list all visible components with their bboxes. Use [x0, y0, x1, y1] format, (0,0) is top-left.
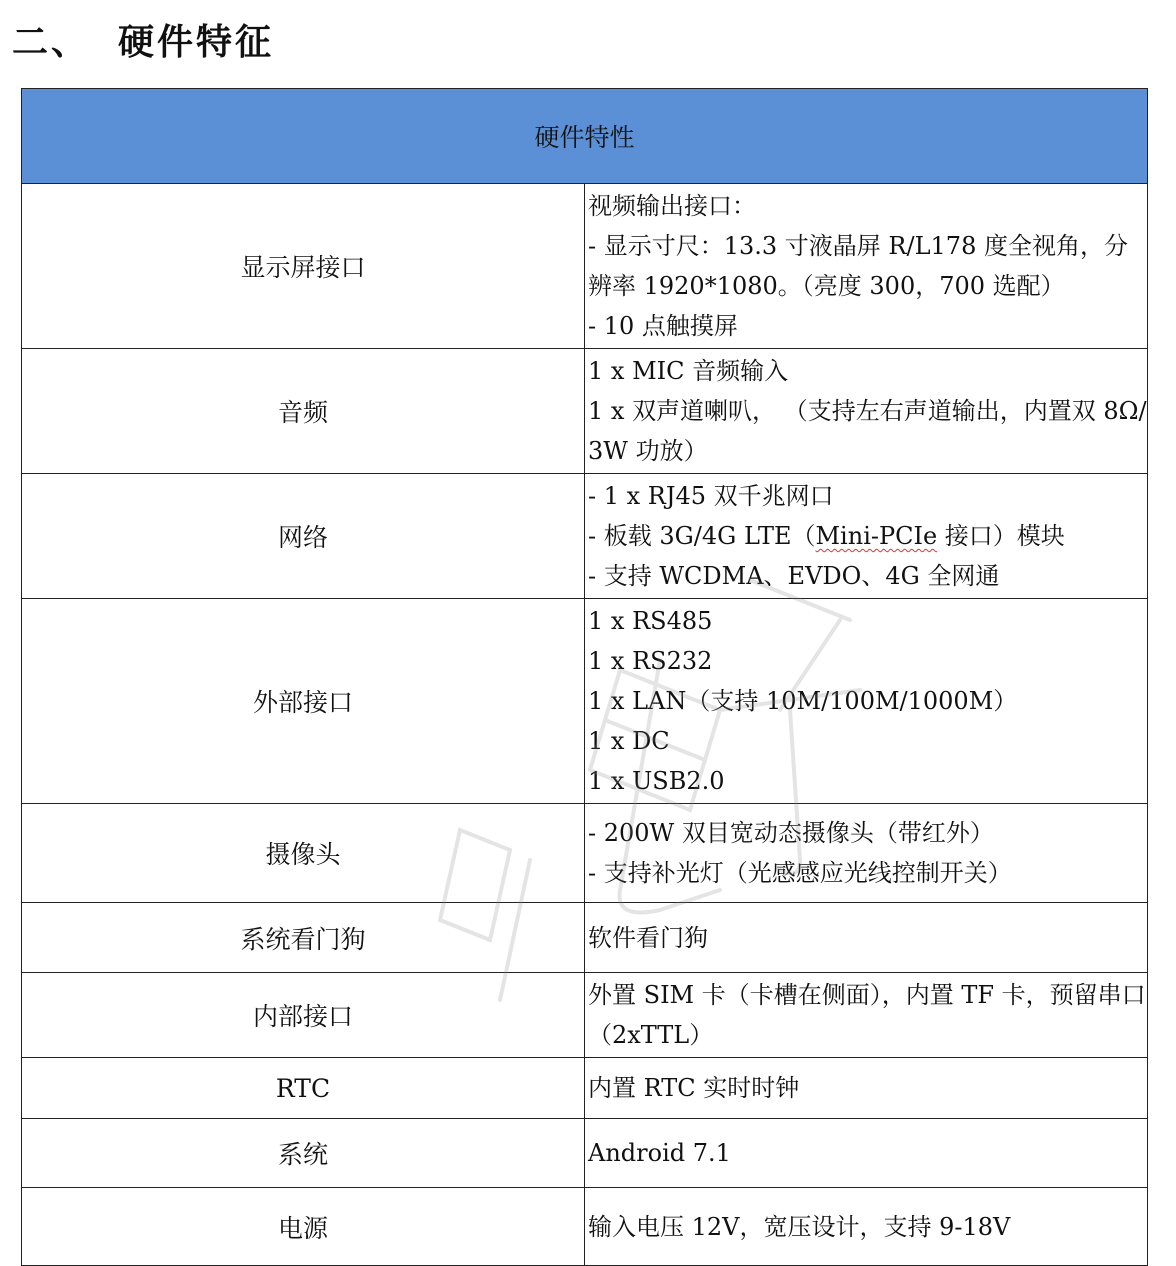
value-line [588, 516, 1147, 556]
row-label: 电源 [22, 1188, 585, 1266]
row-value [585, 599, 1148, 804]
value-line: 1 x MIC 音频输入 [588, 357, 789, 385]
value-line: 1 x RS485 [588, 607, 713, 635]
value-line: - 支持 WCDMA、EVDO、4G 全网通 [588, 562, 1000, 590]
row-label: 网络 [22, 474, 585, 599]
table-row-power [22, 1188, 1148, 1266]
value-line: - 支持补光灯（光感感应光线控制开关） [588, 859, 1012, 887]
value-line: - 10 点触摸屏 [588, 312, 738, 340]
value-line: 软件看门狗 [588, 923, 708, 952]
row-label: 内部接口 [22, 973, 585, 1058]
value-line: - 显示寸尺：13.3 寸液晶屏 R/L178 度全视角，分辨率 1920*1080。（亮度 300，700 选配） [588, 232, 1128, 300]
row-label: 摄像头 [22, 804, 585, 903]
value-text: - 板载 3G/4G LTE（ [588, 522, 816, 550]
value-line: 1 x USB2.0 [588, 767, 725, 795]
value-line: 输入电压 12V，宽压设计，支持 9-18V [588, 1212, 1011, 1241]
row-value [585, 349, 1148, 474]
value-line: 1 x 双声道喇叭， （支持左右声道输出，内置双 8Ω/3W 功放） [588, 397, 1147, 465]
table-header-row [22, 89, 1148, 184]
row-label: 外部接口 [22, 599, 585, 804]
value-line: 1 x RS232 [588, 647, 713, 675]
table-row-rtc [22, 1058, 1148, 1119]
value-line: Android 7.1 [588, 1139, 731, 1167]
row-label: 显示屏接口 [22, 184, 585, 349]
table-row-external-ports [22, 599, 1148, 804]
value-line: - 200W 双目宽动态摄像头（带红外） [588, 819, 994, 847]
value-line: 视频输出接口： [588, 192, 756, 220]
value-line: 1 x LAN（支持 10M/100M/1000M） [588, 687, 1018, 715]
row-label: RTC [22, 1058, 585, 1119]
value-line: - 1 x RJ45 双千兆网口 [588, 482, 834, 510]
row-value [585, 1119, 1148, 1188]
value-line: 内置 RTC 实时时钟 [588, 1074, 800, 1102]
row-value [585, 184, 1148, 349]
value-line: 外置 SIM 卡（卡槽在侧面），内置 TF 卡，预留串口（2xTTL） [588, 981, 1146, 1049]
row-value [585, 1058, 1148, 1119]
section-heading [12, 14, 274, 65]
row-value [585, 973, 1148, 1058]
table-row-audio [22, 349, 1148, 474]
row-value [585, 474, 1148, 599]
table-row-watchdog [22, 903, 1148, 973]
row-value [585, 903, 1148, 973]
table-row-display [22, 184, 1148, 349]
row-label: 系统看门狗 [22, 903, 585, 973]
hardware-spec-table [21, 88, 1148, 1266]
row-value [585, 804, 1148, 903]
spellcheck-underlined-text: Mini-PCIe [815, 522, 938, 550]
table-row-camera [22, 804, 1148, 903]
table-row-os [22, 1119, 1148, 1188]
row-label: 音频 [22, 349, 585, 474]
value-text: 接口）模块 [937, 522, 1065, 550]
section-number: 二、 [12, 22, 91, 63]
section-title: 硬件特征 [118, 22, 275, 63]
row-label: 系统 [22, 1119, 585, 1188]
value-line: 1 x DC [588, 727, 670, 755]
table-header: 硬件特性 [22, 89, 1148, 184]
table-row-internal-ports [22, 973, 1148, 1058]
table-row-network [22, 474, 1148, 599]
row-value [585, 1188, 1148, 1266]
